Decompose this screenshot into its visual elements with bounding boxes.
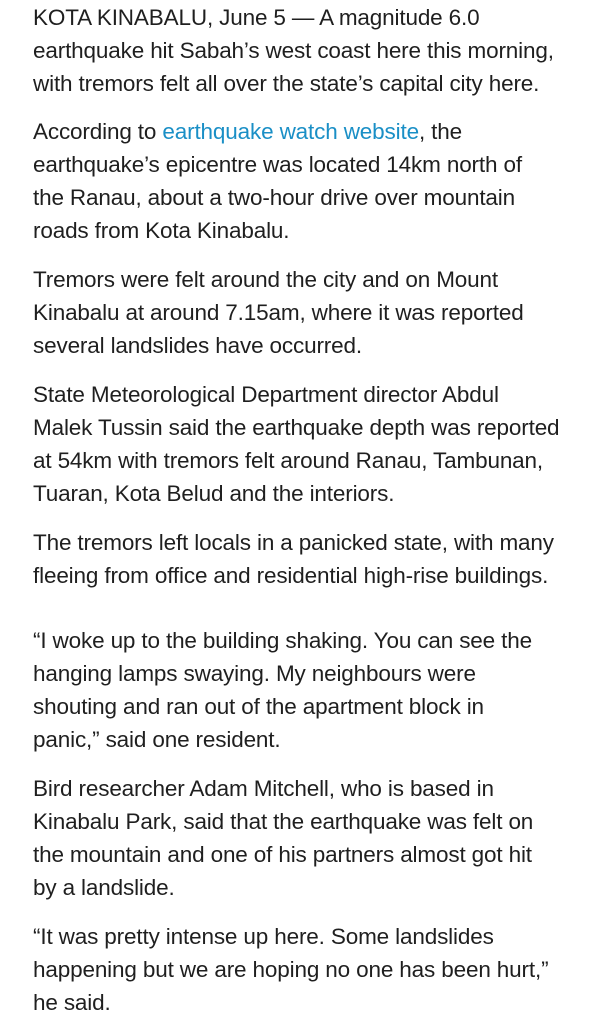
- paragraph-lede: [33, 1, 554, 100]
- text-fragment: , the: [418, 119, 462, 144]
- text-line: at 54km with tremors felt around Ranau, Tambunan,: [33, 448, 544, 473]
- earthquake-watch-link[interactable]: earthquake watch website: [162, 119, 419, 144]
- text-line: shouting and ran out of the apartment block in: [33, 694, 484, 719]
- text-line: by a landslide.: [33, 875, 175, 900]
- text-line: Malek Tussin said the earthquake depth was reported: [33, 415, 560, 440]
- text-line: Tremors were felt around the city and on Mount: [33, 267, 498, 292]
- paragraph-panic: [33, 526, 554, 592]
- paragraph-researcher: [33, 772, 533, 904]
- paragraph-epicentre: [33, 115, 522, 247]
- text-line: KOTA KINABALU, June 5 — A magnitude 6.0: [33, 5, 480, 30]
- text-fragment: According to: [33, 119, 163, 144]
- text-line: “I woke up to the building shaking. You can see the: [33, 628, 532, 653]
- text-line: Kinabalu at around 7.15am, where it was reported: [33, 300, 524, 325]
- paragraph-researcher-quote: [33, 920, 548, 1019]
- paragraph-resident-quote: [33, 624, 532, 756]
- text-line: hanging lamps swaying. My neighbours were: [33, 661, 476, 686]
- text-line: earthquake hit Sabah’s west coast here this morning,: [33, 38, 554, 63]
- paragraph-met-department: [33, 378, 559, 510]
- text-line: earthquake’s epicentre was located 14km north of: [33, 152, 522, 177]
- text-line: he said.: [33, 990, 111, 1015]
- text-line: the mountain and one of his partners almost got hit: [33, 842, 532, 867]
- text-line: several landslides have occurred.: [33, 333, 362, 358]
- text-line: panic,” said one resident.: [33, 727, 281, 752]
- text-line: with tremors felt all over the state’s capital city here.: [33, 71, 540, 96]
- text-line: State Meteorological Department director Abdul: [33, 382, 499, 407]
- text-line-with-link: [33, 115, 522, 148]
- text-line: Tuaran, Kota Belud and the interiors.: [33, 481, 395, 506]
- paragraph-tremors: [33, 263, 524, 362]
- text-line: roads from Kota Kinabalu.: [33, 218, 290, 243]
- text-line: The tremors left locals in a panicked state, with many: [33, 530, 554, 555]
- text-line: “It was pretty intense up here. Some landslides: [33, 924, 494, 949]
- text-line: fleeing from office and residential high-rise buildings.: [33, 563, 549, 588]
- text-line: happening but we are hoping no one has been hurt,”: [33, 957, 549, 982]
- text-line: Bird researcher Adam Mitchell, who is based in: [33, 776, 494, 801]
- text-line: Kinabalu Park, said that the earthquake was felt on: [33, 809, 534, 834]
- text-line: the Ranau, about a two-hour drive over mountain: [33, 185, 515, 210]
